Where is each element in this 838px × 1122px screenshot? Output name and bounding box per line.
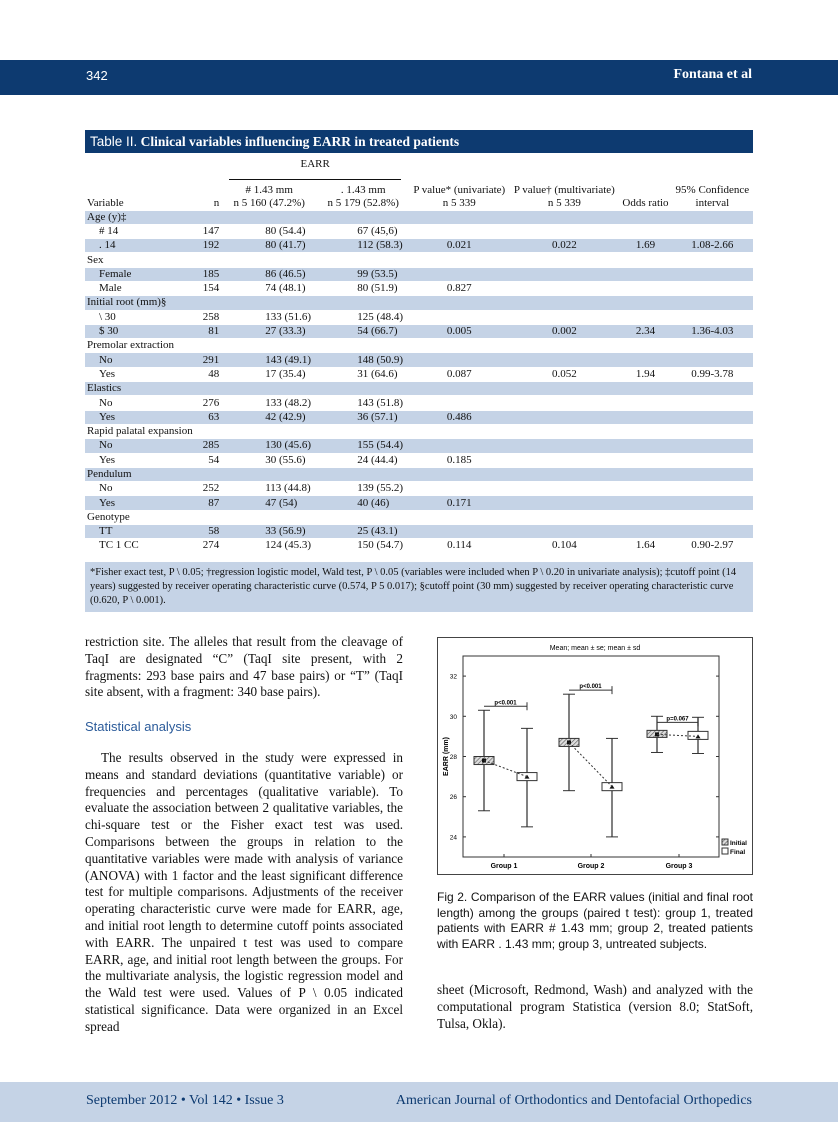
cell-p-uni — [409, 510, 509, 524]
cell-le: 113 (44.8) — [221, 482, 317, 496]
cell-n — [200, 382, 221, 396]
legend-label: Initial — [730, 840, 747, 847]
figure-caption: Fig 2. Comparison of the EARR values (initial and final root length) among the groups (paired t test): group 1, treated patients with EARR # 1.43 mm; group 2, treated patients with EARR . 1.43 mm; group 3, untreated subjects. — [437, 890, 753, 951]
cell-p-multi — [509, 310, 619, 324]
cell-n — [200, 296, 221, 310]
cell-n: 291 — [200, 353, 221, 367]
cell-gt: 67 (45,6) — [317, 224, 409, 238]
cell-p-uni — [409, 382, 509, 396]
cell-or — [619, 396, 671, 410]
cell-n — [200, 467, 221, 481]
cell-ci — [672, 296, 753, 310]
cell-p-multi — [509, 382, 619, 396]
col-ci: 95% Confidence interval — [675, 183, 750, 209]
cell-le: 133 (51.6) — [221, 310, 317, 324]
cell-p-uni: 0.005 — [409, 324, 509, 338]
cell-n: 54 — [200, 453, 221, 467]
col-gt: . 1.43 mm n 5 179 (52.8%) — [327, 183, 399, 209]
cell-label: Female — [85, 267, 200, 281]
cell-ci — [672, 353, 753, 367]
cell-p-multi — [509, 353, 619, 367]
cell-gt: 125 (48.4) — [317, 310, 409, 324]
cell-or — [619, 382, 671, 396]
table-row — [85, 367, 753, 381]
cell-p-multi — [509, 510, 619, 524]
mean-connector — [569, 742, 612, 786]
cell-ci — [672, 281, 753, 295]
cell-or — [619, 224, 671, 238]
cell-p-uni: 0.171 — [409, 496, 509, 510]
legend-label: Final — [730, 849, 746, 856]
cell-label: . 14 — [85, 239, 200, 253]
cell-gt: 36 (57.1) — [317, 410, 409, 424]
chart-title: Mean; mean ± se; mean ± sd — [549, 645, 641, 652]
cell-gt — [317, 510, 409, 524]
cell-or — [619, 210, 671, 224]
table-body — [85, 210, 753, 553]
figure-2 — [437, 637, 753, 875]
cell-label: # 14 — [85, 224, 200, 238]
cell-le — [221, 210, 317, 224]
cell-le: 143 (49.1) — [221, 353, 317, 367]
y-axis-label: EARR (mm) — [443, 737, 450, 776]
cell-or — [619, 439, 671, 453]
col-p-uni: P value* (univariate) n 5 339 — [413, 183, 506, 209]
cell-p-multi — [509, 424, 619, 438]
table-row — [85, 496, 753, 510]
table-row — [85, 410, 753, 424]
cell-ci: 0.99-3.78 — [672, 367, 753, 381]
cell-p-uni — [409, 267, 509, 281]
section-heading: Statistical analysis — [85, 719, 192, 735]
cell-ci — [672, 253, 753, 267]
cell-or — [619, 510, 671, 524]
cell-gt: 150 (54.7) — [317, 539, 409, 553]
cell-label: Yes — [85, 453, 200, 467]
cell-or — [619, 424, 671, 438]
cell-gt: 155 (54.4) — [317, 439, 409, 453]
cell-gt — [317, 424, 409, 438]
cell-gt — [317, 296, 409, 310]
running-header — [0, 60, 838, 95]
cell-ci — [672, 439, 753, 453]
cell-le: 42 (42.9) — [221, 410, 317, 424]
cell-gt: 148 (50.9) — [317, 353, 409, 367]
table-title: Clinical variables influencing EARR in treated patients — [140, 134, 460, 149]
cell-ci — [672, 525, 753, 539]
cell-gt: 25 (43.1) — [317, 525, 409, 539]
cell-p-multi — [509, 339, 619, 353]
cell-p-uni: 0.486 — [409, 410, 509, 424]
cell-label: Male — [85, 281, 200, 295]
cell-ci — [672, 210, 753, 224]
cell-n: 48 — [200, 367, 221, 381]
cell-gt: 112 (58.3) — [317, 239, 409, 253]
cell-p-multi — [509, 267, 619, 281]
p-value-annotation: p=0.067 — [666, 716, 689, 723]
cell-n — [200, 210, 221, 224]
table-group-row — [85, 424, 753, 438]
cell-le — [221, 510, 317, 524]
cell-le: 33 (56.9) — [221, 525, 317, 539]
legend-swatch-initial — [722, 839, 728, 845]
table-footnote: *Fisher exact test, P \ 0.05; †regression logistic model, Wald test, P \ 0.05 (variables were included when P \ 0.20 in univariate analysis); ‡cutoff point (14 years) suggested by receiver operating characteristic curve (0.574, P 5 0.017); §cutoff point (30 mm) suggested by receiver operating characteristic curve (0.620, P \ 0.001). — [85, 562, 753, 612]
col-n: n — [213, 196, 220, 209]
cell-or — [619, 296, 671, 310]
cell-ci — [672, 310, 753, 324]
cell-p-uni: 0.021 — [409, 239, 509, 253]
left-column — [85, 634, 403, 1036]
table-group-row — [85, 210, 753, 224]
cell-p-multi: 0.002 — [509, 324, 619, 338]
cell-gt — [317, 210, 409, 224]
cell-label: Elastics — [85, 382, 200, 396]
cell-le: 124 (45.3) — [221, 539, 317, 553]
table-row — [85, 482, 753, 496]
cell-gt — [317, 253, 409, 267]
cell-n: 63 — [200, 410, 221, 424]
table-row — [85, 353, 753, 367]
group-header: EARR — [300, 158, 330, 170]
cell-p-multi — [509, 496, 619, 510]
cell-n: 252 — [200, 482, 221, 496]
cell-n: 192 — [200, 239, 221, 253]
p-value-annotation: p<0.001 — [494, 700, 517, 707]
cell-gt: 31 (64.6) — [317, 367, 409, 381]
cell-or — [619, 253, 671, 267]
table-group-row — [85, 296, 753, 310]
table-row — [85, 453, 753, 467]
cell-n: 154 — [200, 281, 221, 295]
table-row — [85, 324, 753, 338]
y-tick-label: 24 — [449, 834, 457, 842]
table-row — [85, 439, 753, 453]
col-p-multi: P value† (multivariate) n 5 339 — [513, 183, 615, 209]
cell-n — [200, 253, 221, 267]
col-variable: Variable — [87, 196, 124, 209]
cell-p-uni — [409, 467, 509, 481]
cell-gt — [317, 339, 409, 353]
cell-n: 258 — [200, 310, 221, 324]
cell-p-uni — [409, 296, 509, 310]
issue-info: September 2012 • Vol 142 • Issue 3 — [86, 1093, 284, 1108]
cell-p-uni — [409, 339, 509, 353]
table-row — [85, 224, 753, 238]
table-group-row — [85, 510, 753, 524]
cell-le: 133 (48.2) — [221, 396, 317, 410]
cell-n: 274 — [200, 539, 221, 553]
cell-p-multi — [509, 396, 619, 410]
cell-n: 81 — [200, 324, 221, 338]
cell-le — [221, 467, 317, 481]
cell-label: Premolar extraction — [85, 339, 200, 353]
cell-le — [221, 382, 317, 396]
cell-p-uni: 0.827 — [409, 281, 509, 295]
cell-label: Pendulum — [85, 467, 200, 481]
cell-ci — [672, 424, 753, 438]
cell-or: 1.64 — [619, 539, 671, 553]
cell-gt: 54 (66.7) — [317, 324, 409, 338]
cell-or — [619, 496, 671, 510]
cell-le: 47 (54) — [221, 496, 317, 510]
cell-p-multi — [509, 439, 619, 453]
table-row — [85, 267, 753, 281]
table-row — [85, 239, 753, 253]
table-row — [85, 396, 753, 410]
cell-ci — [672, 382, 753, 396]
x-tick-label: Group 1 — [490, 863, 518, 870]
cell-p-multi: 0.052 — [509, 367, 619, 381]
cell-le: 130 (45.6) — [221, 439, 317, 453]
cell-ci — [672, 510, 753, 524]
cell-ci — [672, 339, 753, 353]
cell-le: 80 (54.4) — [221, 224, 317, 238]
cell-ci — [672, 410, 753, 424]
table-group-row — [85, 382, 753, 396]
cell-ci: 1.36-4.03 — [672, 324, 753, 338]
box-plot-chart — [438, 638, 752, 874]
cell-label: No — [85, 482, 200, 496]
cell-n — [200, 424, 221, 438]
cell-n — [200, 510, 221, 524]
cell-p-uni — [409, 224, 509, 238]
cell-label: Initial root (mm)§ — [85, 296, 200, 310]
cell-label: No — [85, 396, 200, 410]
right-column — [437, 982, 753, 1032]
cell-le: 80 (41.7) — [221, 239, 317, 253]
cell-ci — [672, 453, 753, 467]
cell-ci: 1.08-2.66 — [672, 239, 753, 253]
x-tick-label: Group 2 — [577, 863, 605, 870]
col-le: # 1.43 mm n 5 160 (47.2%) — [233, 183, 305, 209]
cell-label: $ 30 — [85, 324, 200, 338]
table-row — [85, 539, 753, 553]
cell-p-uni — [409, 253, 509, 267]
cell-le — [221, 339, 317, 353]
page-number: 342 — [86, 68, 108, 83]
paragraph: restriction site. The alleles that result from the cleavage of TaqI are designated “C” (TaqI site present, with 2 fragments: 293 base pairs and 47 base pairs) or “T” (TaqI site absent, with a fragment: 340 base pairs). — [85, 634, 403, 700]
cell-p-multi — [509, 525, 619, 539]
cell-n: 87 — [200, 496, 221, 510]
cell-p-multi — [509, 281, 619, 295]
cell-p-uni — [409, 353, 509, 367]
cell-ci — [672, 396, 753, 410]
legend-swatch-final — [722, 848, 728, 854]
cell-or — [619, 267, 671, 281]
cell-or: 1.69 — [619, 239, 671, 253]
cell-or — [619, 339, 671, 353]
cell-p-multi — [509, 224, 619, 238]
table-group-row — [85, 467, 753, 481]
cell-or — [619, 525, 671, 539]
cell-or — [619, 281, 671, 295]
cell-or: 2.34 — [619, 324, 671, 338]
cell-label: Yes — [85, 367, 200, 381]
cell-le — [221, 296, 317, 310]
cell-le: 74 (48.1) — [221, 281, 317, 295]
cell-le: 17 (35.4) — [221, 367, 317, 381]
cell-n — [200, 339, 221, 353]
cell-p-uni — [409, 310, 509, 324]
cell-or — [619, 310, 671, 324]
cell-label: TT — [85, 525, 200, 539]
col-odds: Odds ratio — [622, 196, 669, 209]
cell-n: 276 — [200, 396, 221, 410]
cell-p-multi: 0.022 — [509, 239, 619, 253]
cell-gt: 40 (46) — [317, 496, 409, 510]
y-tick-label: 26 — [449, 794, 457, 802]
paragraph: The results observed in the study were expressed in means and standard deviations (quantitative variable) or frequencies and percentages (qualitative variable). To evaluate the association between 2 qualitative variables, the chi-square test or the Fisher exact test was used. Comparisons between the groups in relation to the quantitative variables were made with analysis of variance (ANOVA) with 1 factor and the least significant difference test for multiple comparisons. Adjustments of the receiver operating characteristic curve were made for EARR, age, and initial root length to determine cutoff points associated with EARR. The unpaired t test was used to compare EARR, age, and initial root length between the groups. For the multivariate analysis, the logistic regression model and the Wald test were used. Values of P \ 0.05 indicated statistical significance. Data were organized in an Excel spread — [85, 749, 403, 1034]
cell-label: No — [85, 439, 200, 453]
cell-or — [619, 482, 671, 496]
cell-p-uni — [409, 210, 509, 224]
cell-ci — [672, 496, 753, 510]
cell-p-uni: 0.185 — [409, 453, 509, 467]
journal-name: American Journal of Orthodontics and Dentofacial Orthopedics — [395, 1093, 752, 1108]
p-value-annotation: p<0.001 — [579, 684, 602, 691]
cell-p-uni: 0.114 — [409, 539, 509, 553]
y-tick-label: 30 — [449, 713, 457, 721]
cell-gt: 99 (53.5) — [317, 267, 409, 281]
cell-or — [619, 467, 671, 481]
cell-ci — [672, 224, 753, 238]
running-authors: Fontana et al — [673, 67, 752, 82]
cell-n: 147 — [200, 224, 221, 238]
cell-p-uni — [409, 482, 509, 496]
cell-le: 86 (46.5) — [221, 267, 317, 281]
cell-or — [619, 353, 671, 367]
cell-p-uni — [409, 439, 509, 453]
clinical-variables-table — [85, 158, 753, 553]
cell-p-multi — [509, 296, 619, 310]
y-tick-label: 32 — [449, 673, 457, 681]
x-tick-label: Group 3 — [665, 863, 693, 870]
cell-n: 58 — [200, 525, 221, 539]
cell-n: 185 — [200, 267, 221, 281]
cell-or: 1.94 — [619, 367, 671, 381]
cell-gt: 80 (51.9) — [317, 281, 409, 295]
cell-n: 285 — [200, 439, 221, 453]
cell-ci — [672, 467, 753, 481]
cell-p-multi — [509, 410, 619, 424]
table-row — [85, 310, 753, 324]
cell-p-multi — [509, 482, 619, 496]
cell-le: 30 (55.6) — [221, 453, 317, 467]
running-footer — [0, 1082, 838, 1122]
cell-label: TC 1 CC — [85, 539, 200, 553]
cell-le: 27 (33.3) — [221, 324, 317, 338]
paragraph: sheet (Microsoft, Redmond, Wash) and analyzed with the computational program Statistica (version 8.0; StatSoft, Tulsa, Okla). — [437, 982, 753, 1031]
cell-gt: 24 (44.4) — [317, 453, 409, 467]
table-group-row — [85, 339, 753, 353]
cell-gt — [317, 467, 409, 481]
cell-label: Age (y)‡ — [85, 210, 200, 224]
cell-label: Yes — [85, 496, 200, 510]
cell-p-uni — [409, 424, 509, 438]
cell-label: Sex — [85, 253, 200, 267]
cell-gt — [317, 382, 409, 396]
table-label: Table II. — [90, 134, 138, 149]
y-tick-label: 28 — [449, 754, 457, 761]
cell-p-multi: 0.104 — [509, 539, 619, 553]
cell-or — [619, 453, 671, 467]
cell-p-multi — [509, 210, 619, 224]
cell-label: Yes — [85, 410, 200, 424]
cell-label: Rapid palatal expansion — [85, 424, 200, 438]
cell-p-multi — [509, 453, 619, 467]
cell-p-multi — [509, 253, 619, 267]
cell-gt: 139 (55.2) — [317, 482, 409, 496]
cell-label: No — [85, 353, 200, 367]
cell-p-uni — [409, 396, 509, 410]
cell-le — [221, 253, 317, 267]
cell-p-multi — [509, 467, 619, 481]
cell-gt: 143 (51.8) — [317, 396, 409, 410]
table-row — [85, 525, 753, 539]
cell-ci — [672, 482, 753, 496]
cell-ci: 0.90-2.97 — [672, 539, 753, 553]
cell-le — [221, 424, 317, 438]
cell-p-uni: 0.087 — [409, 367, 509, 381]
table-title-bar — [85, 130, 753, 153]
table-group-row — [85, 253, 753, 267]
table-row — [85, 281, 753, 295]
cell-label: Genotype — [85, 510, 200, 524]
cell-ci — [672, 267, 753, 281]
cell-label: \ 30 — [85, 310, 200, 324]
cell-p-uni — [409, 525, 509, 539]
cell-or — [619, 410, 671, 424]
